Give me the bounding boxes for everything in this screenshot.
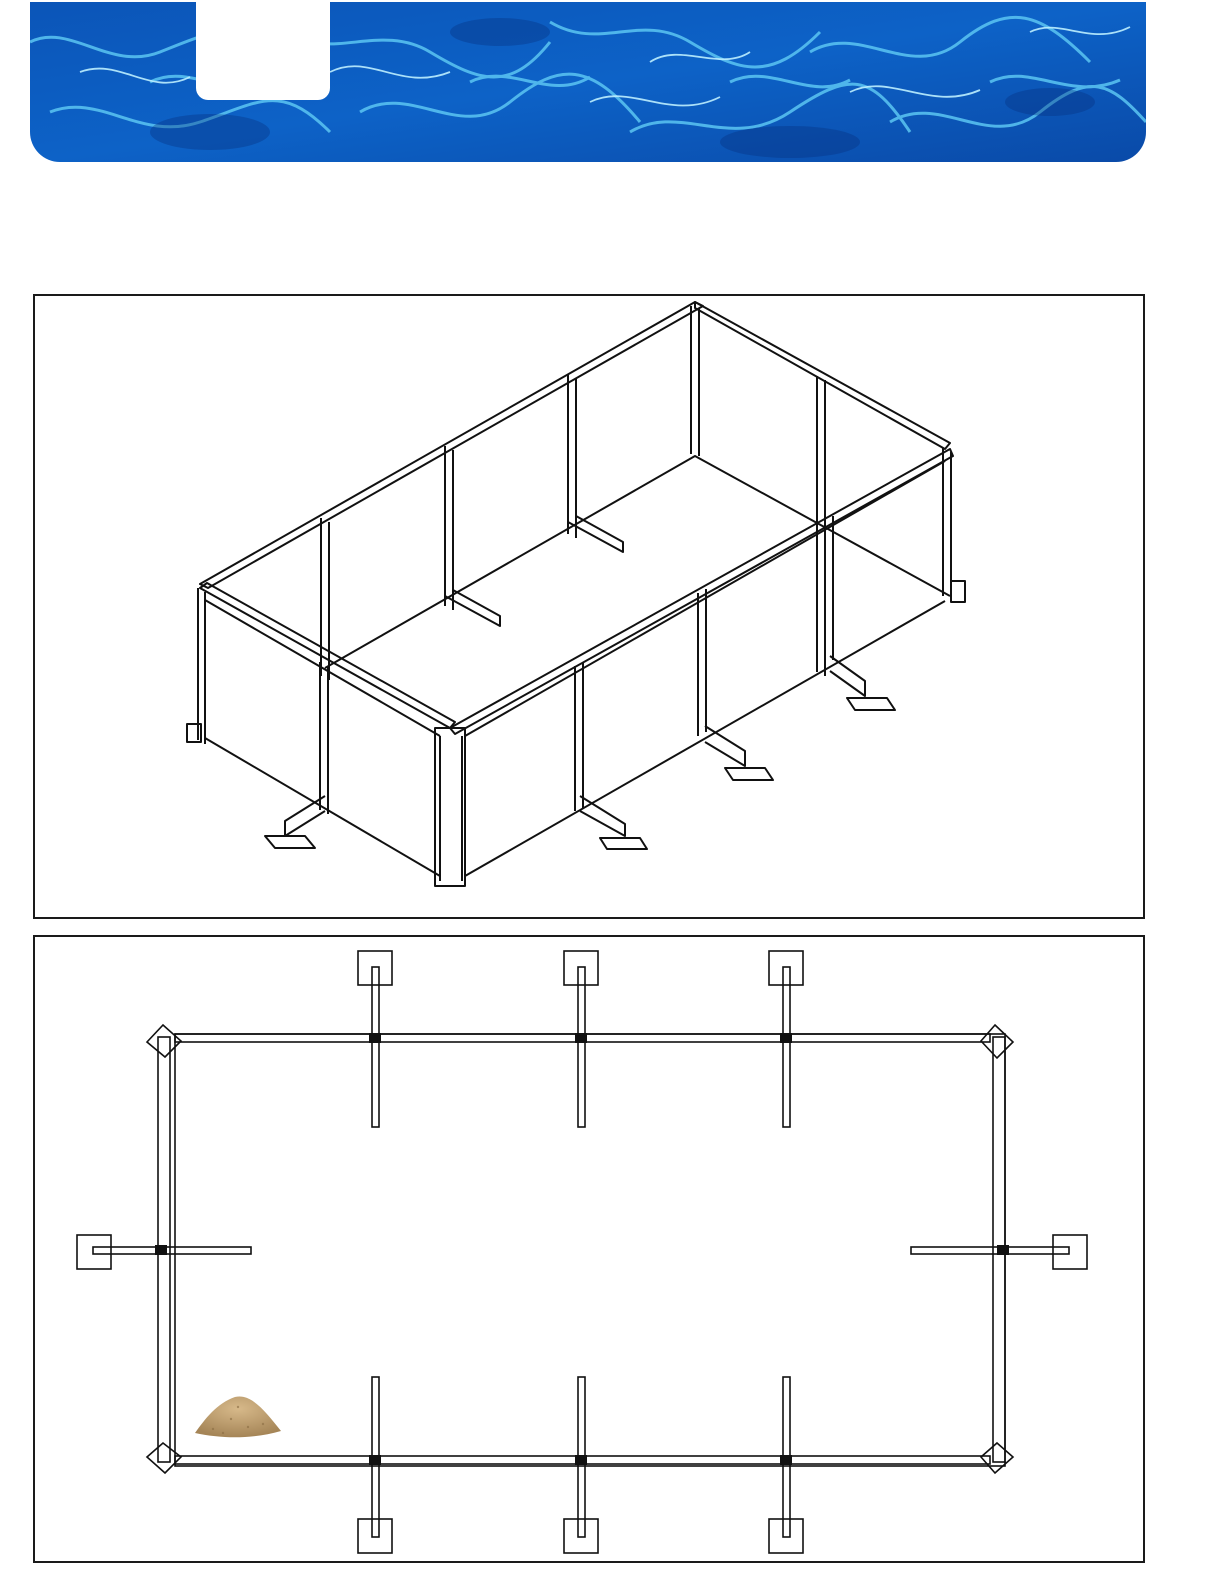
pool-frame-top-view-icon	[35, 937, 1143, 1561]
banner-tab	[196, 2, 330, 100]
header-banner	[30, 2, 1146, 162]
pool-frame-isometric-icon	[35, 296, 1143, 917]
sand-pile-icon	[193, 1389, 283, 1441]
figure-topview-panel	[33, 935, 1145, 1563]
figure-isometric-panel	[33, 294, 1145, 919]
